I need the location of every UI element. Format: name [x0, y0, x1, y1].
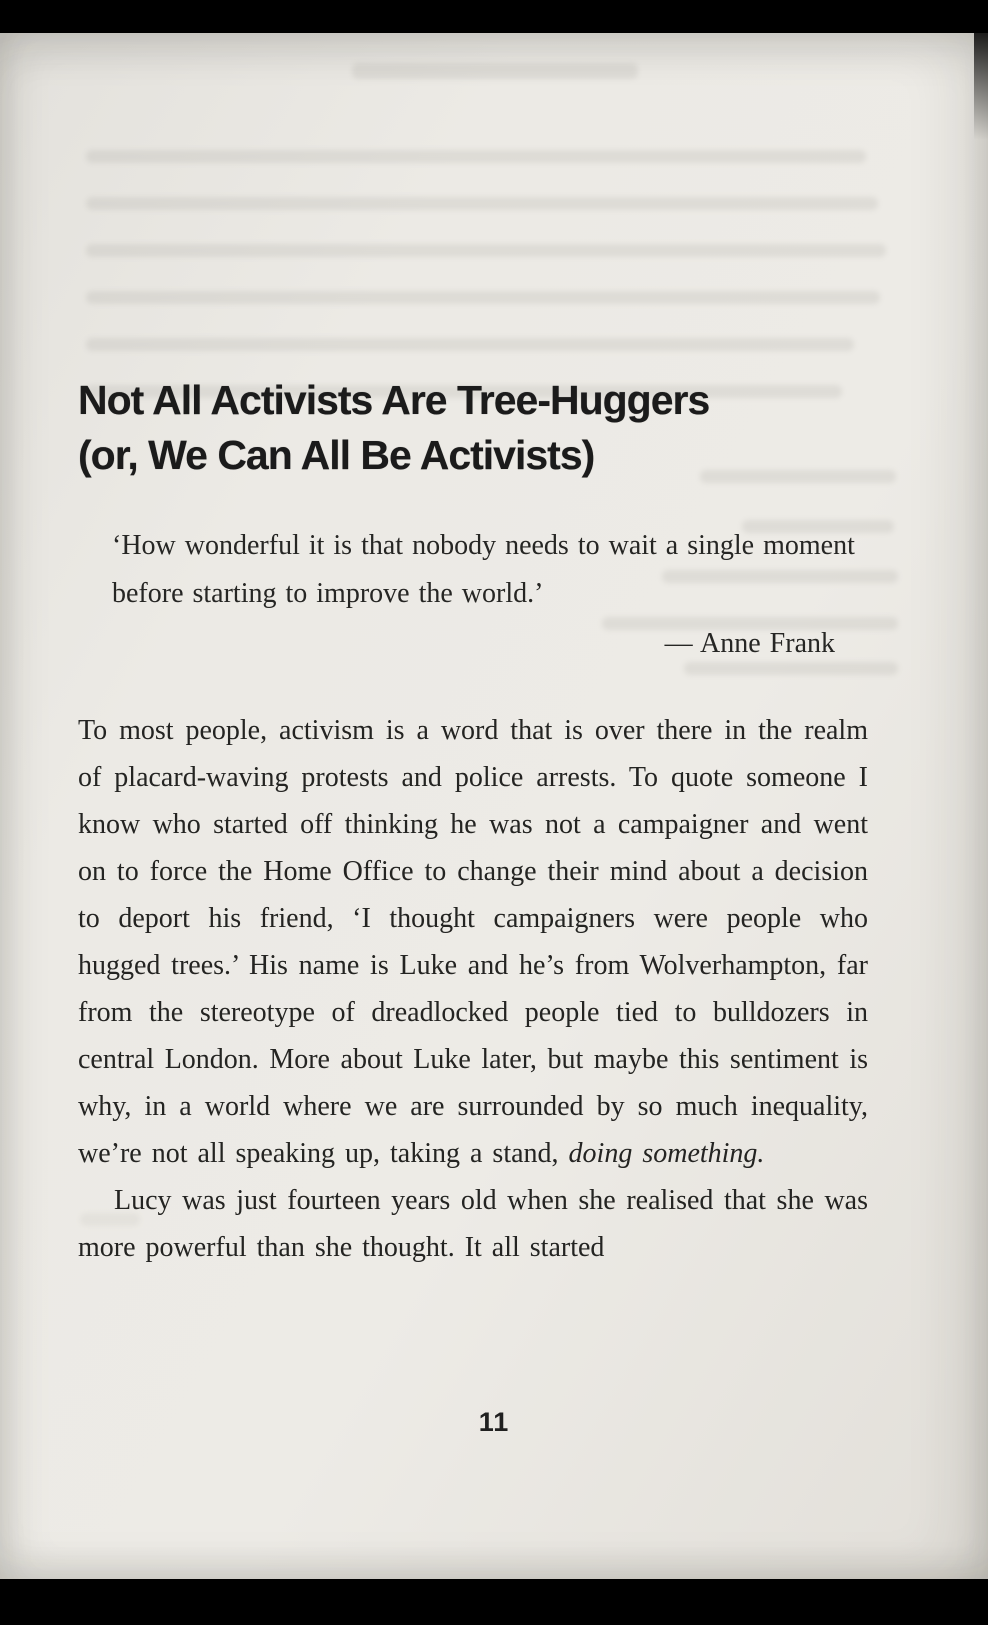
scan-border-right — [974, 0, 988, 140]
page-surface — [0, 33, 988, 1579]
epigraph-attribution: — Anne Frank — [664, 628, 835, 659]
chapter-title-line1: Not All Activists Are Tree-Huggers — [78, 377, 710, 423]
italic-phrase: doing something. — [568, 1138, 765, 1169]
chapter-title-line2: (or, We Can All Be Activists) — [78, 432, 595, 478]
page-number: 11 — [478, 1407, 510, 1437]
scan-border-top — [0, 0, 988, 33]
paragraph-text: To most people, activism is a word that is over there in the realm of placard-waving protests and police arrests. To quote someone I know who started off thinking he was not a campaigner and went on to force the Home Office to change their mind about a decision to deport his friend, ‘I thought campaigners were people who hugged trees.’ His name is Luke and he’s from Wolverhampton, far from the stereotype of dreadlocked people tied to bulldozers in central London. More about Luke later, but maybe this sentiment is why, in a world where we are surrounded by so much inequality, we’re not all speaking up, taking a stand, — [78, 715, 868, 1169]
chapter-title — [78, 373, 918, 483]
paragraph-text: Lucy was just fourteen years old when she realised that she was more powerful than she thought. It all started — [78, 1185, 868, 1263]
scan-border-bottom — [0, 1579, 988, 1625]
epigraph — [112, 522, 857, 668]
body-text — [78, 707, 868, 1271]
body-paragraph — [78, 1177, 868, 1271]
body-paragraph — [78, 707, 868, 1177]
epigraph-quote: ‘How wonderful it is that nobody needs to wait a single moment before starting to improve the world.’ — [112, 530, 855, 609]
